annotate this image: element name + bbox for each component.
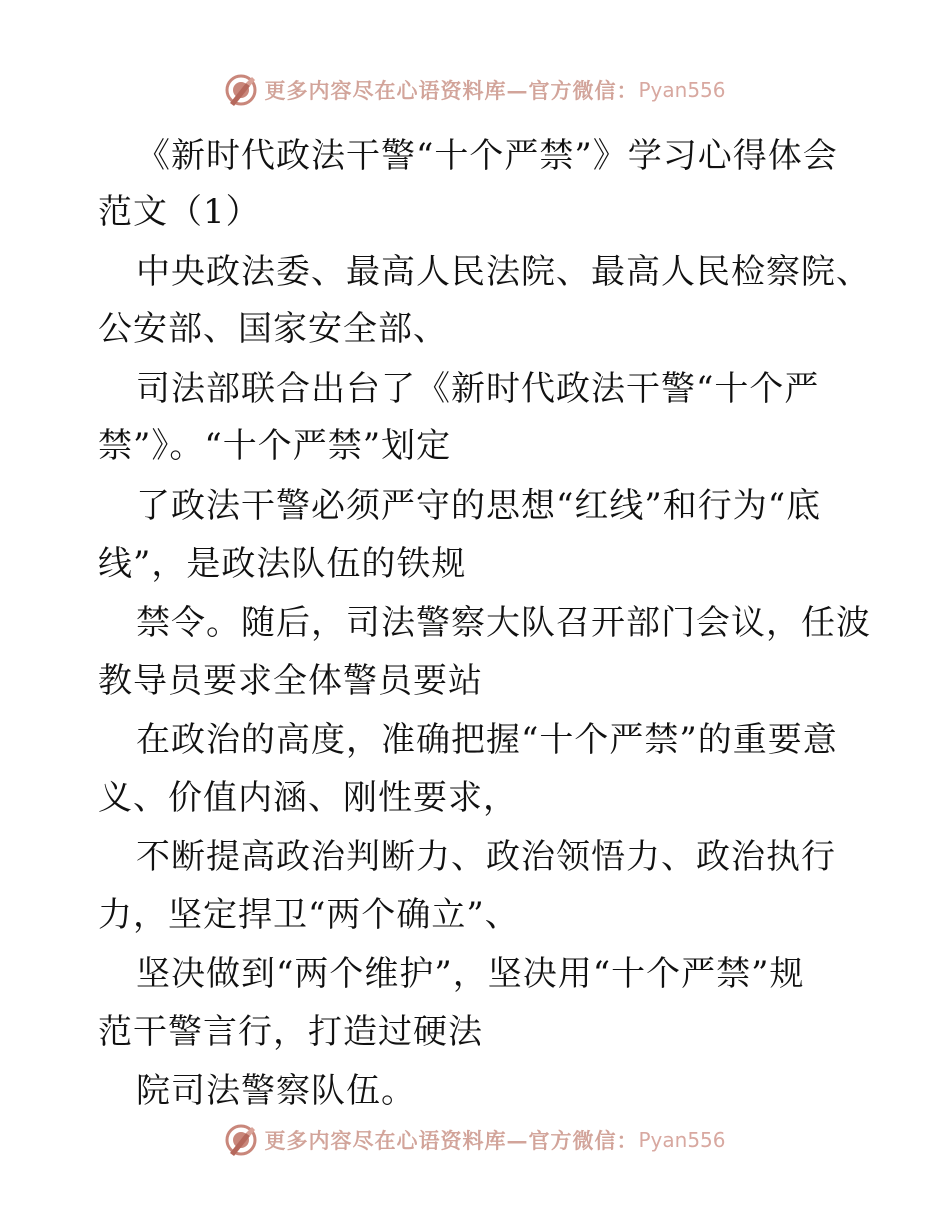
doc-line: 线”，是政法队伍的铁规 — [98, 544, 467, 584]
doc-line: 禁令。随后，司法警察大队召开部门会议，任波 — [136, 603, 871, 643]
watermark-id: Pyan556 — [638, 1128, 726, 1152]
watermark-text: 更多内容尽在心语资料库—官方微信： — [264, 78, 639, 103]
doc-line: 在政治的高度，准确把握“十个严禁”的重要意 — [136, 720, 838, 760]
doc-line: 院司法警察队伍。 — [136, 1071, 416, 1111]
doc-line: 司法部联合出台了《新时代政法干警“十个严 — [136, 369, 820, 409]
doc-title-line-2: 范文（1） — [98, 192, 261, 232]
seal-pen-icon — [224, 1123, 258, 1157]
doc-line: 中央政法委、最高人民法院、最高人民检察院、 — [136, 252, 871, 292]
doc-line: 教导员要求全体警员要站 — [98, 661, 483, 701]
doc-line: 坚决做到“两个维护”，坚决用“十个严禁”规 — [136, 954, 805, 994]
doc-title-line-1: 《新时代政法干警“十个严禁”》学习心得体会 — [136, 136, 838, 176]
watermark-banner-bottom — [0, 1120, 950, 1160]
watermark-banner-top — [0, 70, 950, 110]
doc-line: 力，坚定捍卫“两个确立”、 — [98, 895, 520, 935]
doc-line: 公安部、国家安全部、 — [98, 309, 448, 349]
doc-line: 不断提高政治判断力、政治领悟力、政治执行 — [136, 837, 836, 877]
doc-line: 禁”》。“十个严禁”划定 — [98, 426, 452, 466]
doc-line: 义、价值内涵、刚性要求， — [98, 778, 518, 818]
watermark-id: Pyan556 — [638, 78, 726, 102]
seal-pen-icon — [224, 73, 258, 107]
doc-line: 了政法干警必须严守的思想“红线”和行为“底 — [136, 486, 822, 526]
watermark-text: 更多内容尽在心语资料库—官方微信： — [264, 1128, 639, 1153]
doc-line: 范干警言行，打造过硬法 — [98, 1012, 483, 1052]
